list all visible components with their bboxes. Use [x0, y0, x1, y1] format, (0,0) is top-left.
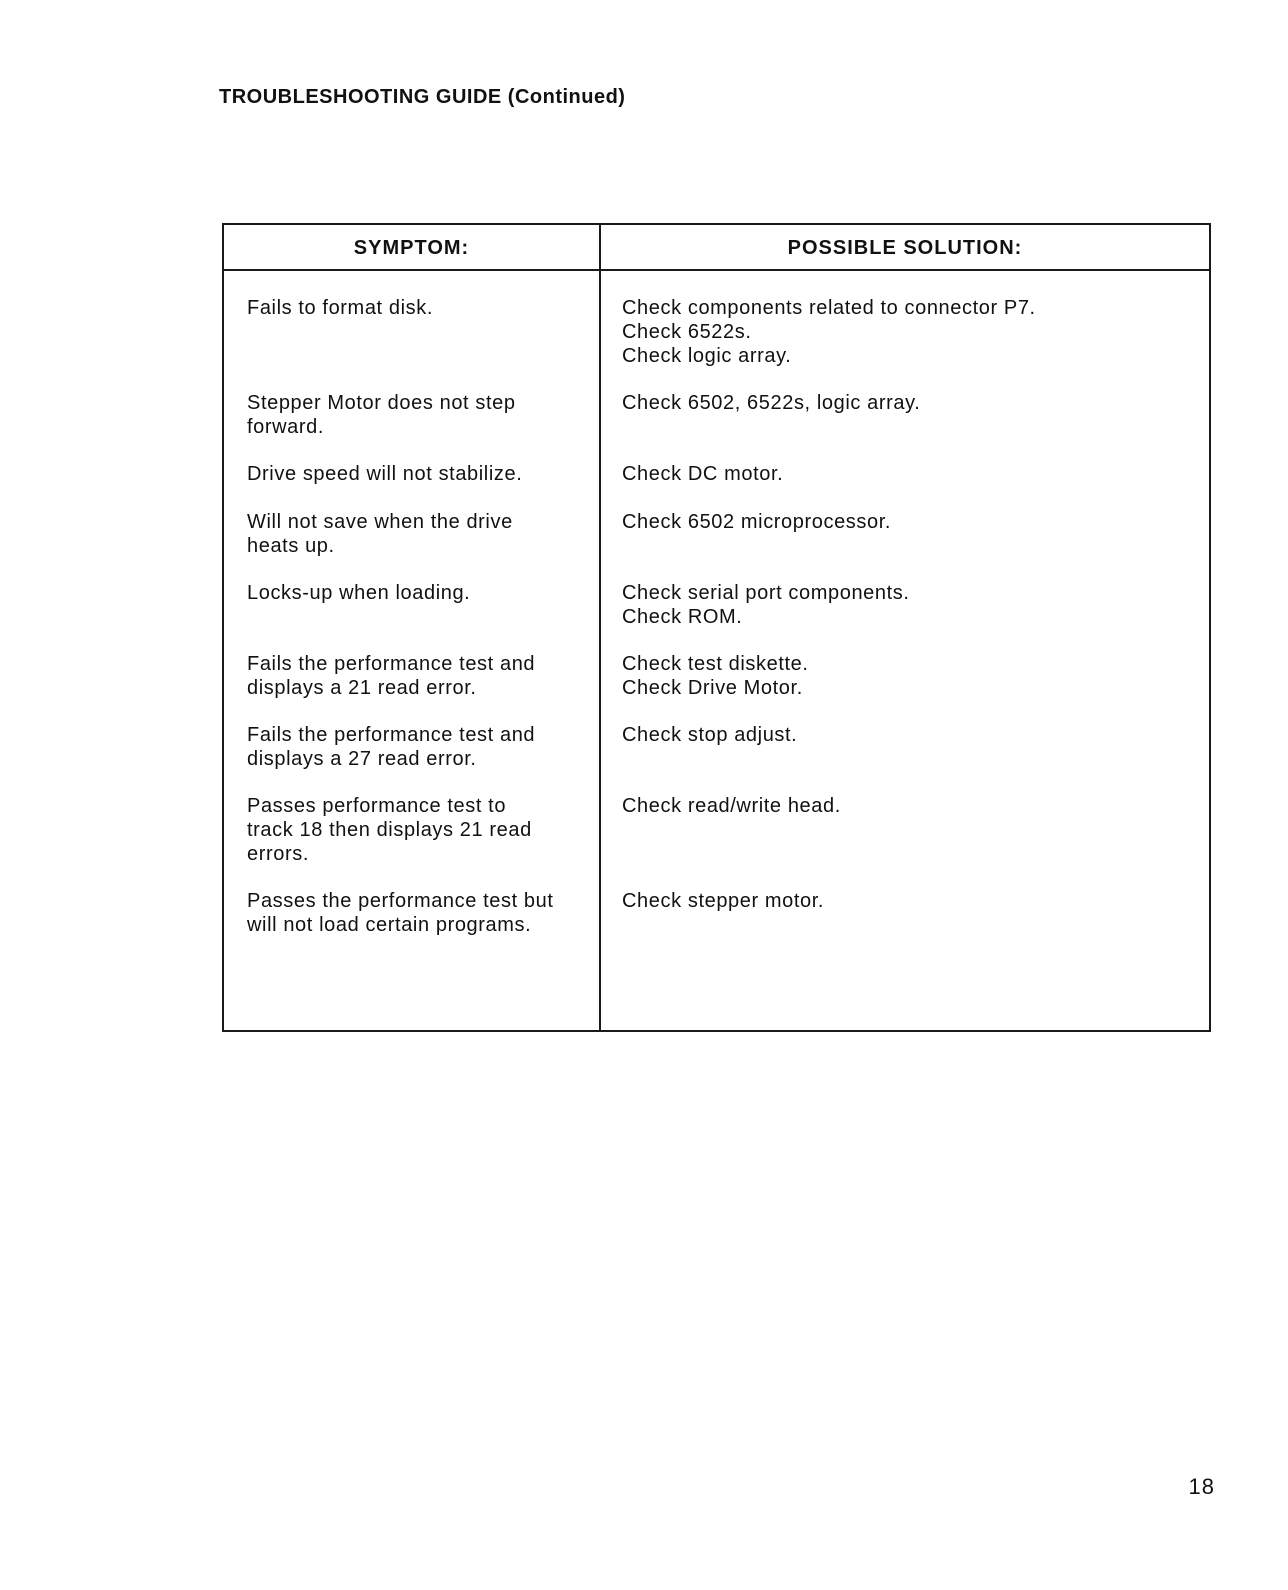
solution-cell: [622, 510, 1202, 534]
symptom-line: Passes the performance test but: [247, 890, 554, 912]
solution-line: Check 6502 microprocessor.: [622, 511, 892, 533]
solution-line: Check read/write head.: [622, 795, 841, 817]
solution-line: Check Drive Motor.: [622, 677, 803, 699]
symptom-cell: [247, 723, 592, 771]
symptom-line: errors.: [247, 843, 309, 865]
troubleshooting-table: [222, 223, 1211, 1032]
symptom-header: SYMPTOM:: [353, 237, 470, 259]
solution-cell: [622, 462, 1202, 486]
symptom-line: forward.: [247, 416, 325, 438]
solution-cell: [622, 296, 1202, 368]
symptom-line: Locks-up when loading.: [247, 582, 471, 604]
solution-line: Check stepper motor.: [622, 890, 825, 912]
symptom-cell: [247, 889, 592, 937]
solution-line: Check test diskette.: [622, 653, 809, 675]
symptom-cell: [247, 652, 592, 700]
symptom-cell: [247, 510, 592, 558]
solution-line: Check logic array.: [622, 345, 792, 367]
symptom-line: Drive speed will not stabilize.: [247, 463, 523, 485]
solution-cell: [622, 723, 1202, 747]
symptom-line: Fails to format disk.: [247, 297, 433, 319]
solution-line: Check components related to connector P7.: [622, 297, 1036, 319]
solution-header: POSSIBLE SOLUTION:: [787, 237, 1023, 259]
column-divider: [599, 225, 601, 1030]
solution-cell: [622, 889, 1202, 913]
symptom-line: Fails the performance test and: [247, 653, 536, 675]
solution-line: Check 6522s.: [622, 321, 752, 343]
solution-line: Check ROM.: [622, 606, 743, 628]
solution-line: Check DC motor.: [622, 463, 784, 485]
symptom-cell: [247, 794, 592, 866]
symptom-cell: [247, 391, 592, 439]
page-title: TROUBLESHOOTING GUIDE (Continued): [219, 86, 626, 108]
symptom-line: Stepper Motor does not step: [247, 392, 516, 414]
symptom-cell: [247, 581, 592, 605]
symptom-line: Will not save when the drive: [247, 511, 513, 533]
solution-cell: [622, 652, 1202, 700]
solution-line: Check 6502, 6522s, logic array.: [622, 392, 921, 414]
solution-line: Check stop adjust.: [622, 724, 798, 746]
solution-cell: [622, 391, 1202, 415]
symptom-cell: [247, 462, 592, 486]
symptom-cell: [247, 296, 592, 320]
solution-cell: [622, 794, 1202, 818]
table-header: [224, 225, 1209, 271]
symptom-line: Fails the performance test and: [247, 724, 536, 746]
symptom-line: track 18 then displays 21 read: [247, 819, 532, 841]
symptom-line: displays a 21 read error.: [247, 677, 477, 699]
symptom-line: Passes performance test to: [247, 795, 507, 817]
symptom-line: will not load certain programs.: [247, 914, 532, 936]
solution-cell: [622, 581, 1202, 629]
solution-line: Check serial port components.: [622, 582, 910, 604]
symptom-line: heats up.: [247, 535, 335, 557]
symptom-line: displays a 27 read error.: [247, 748, 477, 770]
page-number: 18: [1188, 1474, 1215, 1499]
